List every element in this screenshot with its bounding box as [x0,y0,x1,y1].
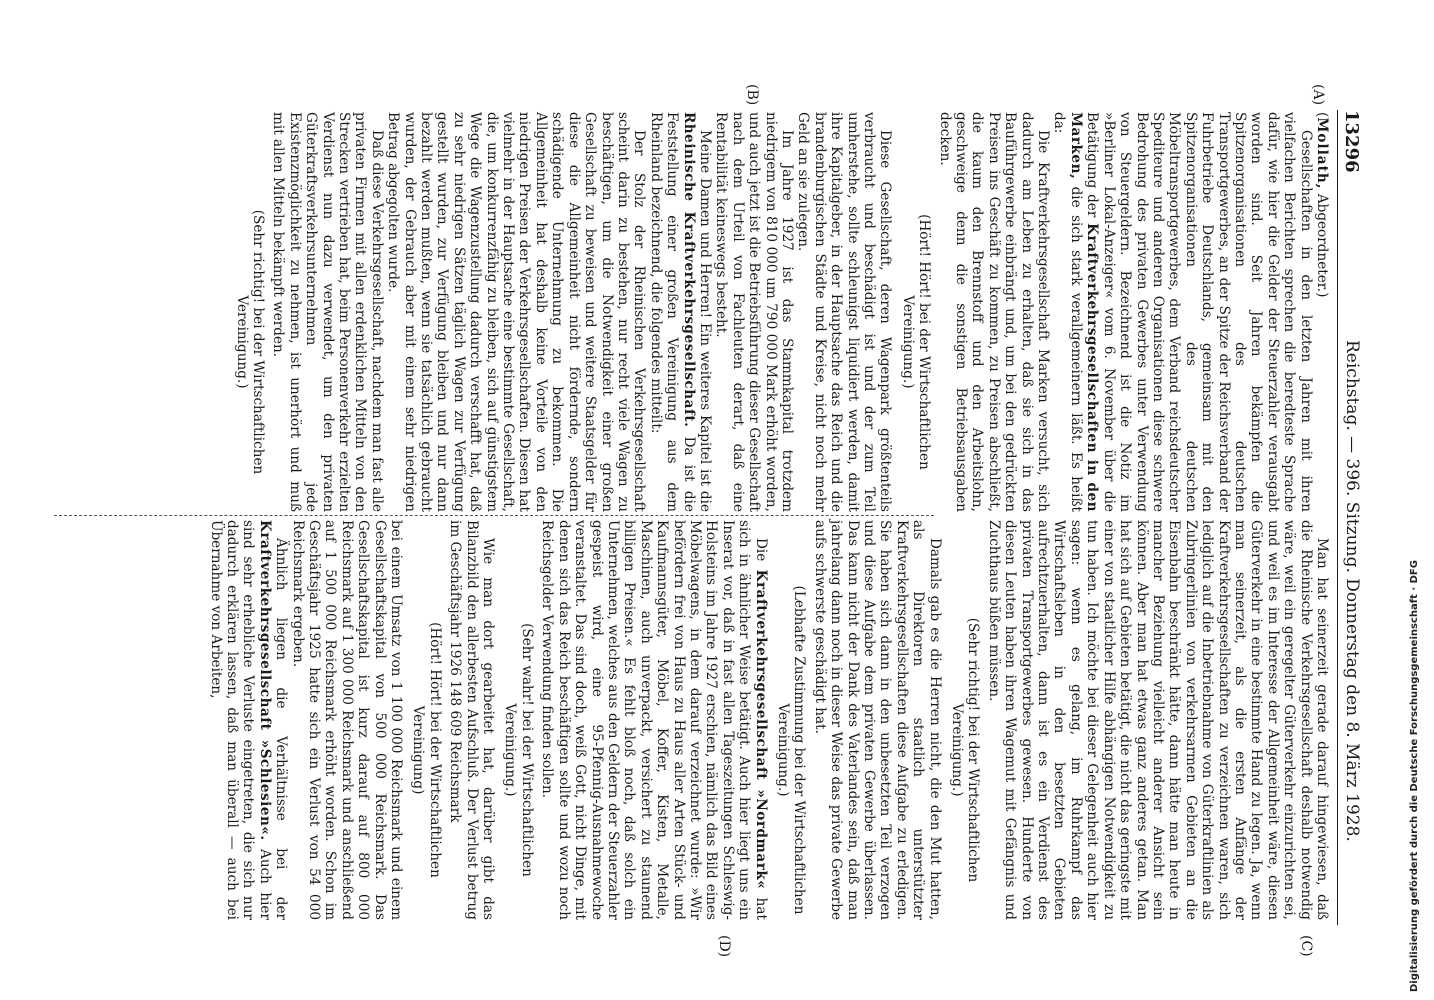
bold-term: Kraftverkehrsgesellschaft »Schlesien«. [256,520,273,841]
paragraph: Damals gab es die Herren nicht, die den Mut hatten, als Direktoren staatlich unterstützter Kraftverkehrsgesellschaften diese Aufgabe zu erledigen. Sie haben sich dann in den unbesetzten Teil verzogen und diese Aufgabe dem privaten Gewerbe überlassen. Das kann nicht der Dank des Vaterlandes sein, daß man jahrelang dann noch in dieser Weise das private Gewerbe aufs schwerste geschädigt hat. [811,520,943,920]
bold-term: Kraftverkehrsgesellschaften in den Marken, [1067,112,1101,512]
running-title: Reichstag. — 396. Sitzung. Donnerstag den 8. März 1928. [1342,340,1362,842]
quote-paragraph: Daß diese Verkehrsgesellschaft, nachdem man fast alle privaten Firmen mit allen erdenklichen Mitteln von den Strecken vertrieben hat, beim Personenverkehr erzielten Verdienst nun dazu verwendet, um den privaten Güterkraftsverkehrsunternehmen jede Existenzmöglichkeit zu nehmen, ist unerhört und muß mit allen Mitteln bekämpft werden. [270,112,385,512]
paragraph: bei einem Umsatz von 1 100 000 Reichsmark und einem Gesellschaftskapital von 500 000 Reichsmark. Das Gesellschaftskapital ist kurz darauf auf 800 000 Reichsmark auf 1 300 000 Reichsmark und anschließend auf 1 500 000 Reichsmark erhöht worden. Schon im Geschäftsjahr 1925 hatte sich ein Verlust von 54 000 Reichsmark ergeben. [289,520,405,920]
reaction: (Sehr richtig! bei der Wirtschaftlichen Vereinigung.) [949,617,982,883]
reaction: (Lebhafte Zustimmung bei der Wirtschaftlichen Vereinigung.) [775,585,808,915]
speaker-name: Mollath, [1314,117,1330,190]
left-column [227,112,1330,512]
margin-mark-c: (C) [1298,935,1314,957]
page-number: 13296 [1341,110,1362,173]
quote-paragraph: Die Kraftverkehrsgesellschaft Marken versucht, sich dadurch am Leben zu erhalten, daß sie sich in das Bauführgewerbe einbrängt und, um bei den gedrückten Preisen ins Geschäft zu kommen, zu Preisen abschließt, die kaum den Brennstoff und den Arbeitslohn, geschweige denn die sonstigen Betriebsausgaben decken. [936,112,1052,512]
reaction: (Sehr richtig! bei der Wirtschaftlichen Vereinigung.) [233,209,266,475]
quote-paragraph: Der Stolz der Rheinischen Verkehrsgesellschaft scheint darin zu bestehen, nur recht viele Wagen zu beschäftigen, um die Notwendigkeit einer großen Gesellschaft zu beweisen und weitere Staatsgelder für diese die Allgemeinheit nicht fördernde, sondern schädigende Unternehmung zu bekommen. Die Allgemeinheit hat deshalb keine Vorteile von den niedrigen Preisen der Verkehrsgesellschaften. Diesen hat vielmehr in der Hauptsache eine bestimmte Gesellschaft, die, um konkurrenzfähig zu bleiben, sich auf günstigstem Wege die Wagenzustellung dadurch verschafft hat, daß zu sehr niedrigen Sätzen täglich Wagen zur Verfügung gestellt wurden, zur Verfügung bleiben und nur dann bezahlt werden mußten, wenn sie tatsächlich gebraucht wurden, der Gebrauch aber mit einem sehr niedrigen Betrag abgegolten wurde. [385,112,648,512]
paragraph: Die Kraftverkehrsgesellschaft »Nordmark« hat sich in ähnlicher Weise betätigt. Auch hier liegt uns ein Inserat vor, daß in fast allen Tageszeitungen Schleswig-Holsteins im Jahre 1927 erschien, nämlich das Bild eines Möbelwagens, in dem darauf verzeichnet wurde: »Wir befördern frei von Haus zu Haus aller Arten Stück- und Kaufmannsgüter, Möbel, Koffer, Kisten, Metalle, Maschinen, auch unverpackt, versichert zu staunend billigen Preisen.« Es fehlt bloß noch, daß solch ein Unternehmen, welches aus den Geldern der Steuerzahler gespeist wird, eine 95-Pfennig-Ausnahmewoche veranstaltet. Das sind doch, weiß Gott, nicht Dinge, mit denen sich das Reich beschäftigen sollte und wozu noch Reichsgelder Verwendung finden sollen. [539,520,769,920]
paragraph: Gesellschaften in den letzten Jahren mit ihren vielfachen Berichten sprechen die beredteste Sprache dafür, wie hier die Gelder der Steuerzahler verausgabt worden sind. Seit Jahren bekämpfen die Spitzenorganisationen des deutschen Transportgewerbes, an der Spitze der Reichsverband der Fuhrbetriebe Deutschlands, gemeinsam mit den Spitzenorganisationen des deutschen Möbeltransportgewerbes, dem Verband reichsdeutscher Spediteure und anderen Organisationen diese schwere Bedrohung des privaten Gewerbes unter Verwendung von Steuergeldern. Bezeichnend ist die Notiz im »Berliner Lokal-Anzeiger« vom 6. November über die Betätigung der Kraftverkehrsgesellschaften in den Marken, die sich stark verallgemeinern läßt. Es heißt da: [1051,112,1314,512]
paragraph: Man hat seinerzeit gerade darauf hingewiesen, daß die Rheinische Verkehrsgesellschaft deshalb notwendig wäre, weil ein geregelter Güterverkehr einzurichten sei, und weil es im Interesse der Allgemeinheit wäre, diesen Güterverkehr in eine bestimmte Hand zu legen. Ja, wenn man seinerzeit, als die ersten Anfänge der Kraftverkehrsgesellschaften zu verzeichnen waren, sich lediglich auf die Inbetriebnahme von Güterkraftlinien als Zubringerlinien von verkehrsarmen Gebieten an die Eisenbahn beschränkt hätte, dann hätte man heute in mancher Beziehung vielleicht anderer Ansicht sein können. Aber man hat etwas ganz anderes getan. Man hat sich auf Gebieten betätigt, die nicht das geringste mit einer von staatlicher Hilfe abhängigen Notwendigkeit zu tun haben. Ich möchte bei dieser Gelegenheit auch hier sagen: wenn es gelang, im Ruhrkampf das Wirtschaftsleben in den besetzten Gebieten aufrechtzuerhalten, dann ist es ein Verdienst des privaten Transportgewerbes gewesen. Hunderte von diesen Leuten haben ihren Wagemut mit Gefängnis und Zuchthaus büßen müssen. [985,520,1330,920]
reaction: (Hört! Hört! bei der Wirtschaftlichen Vereinigung) [410,622,443,878]
margin-mark-d: (D) [716,935,732,958]
bold-term: Kraftverkehrsgesellschaft »Nordmark« [752,569,769,890]
speaker-line: (Mollath, Abgeordneter.) [1314,112,1330,298]
reaction: (Sehr wahr! bei der Wirtschaftlichen Vereinigung.) [502,623,535,877]
digitization-credit: Digitalisierung gefördert durch die Deutsche Forschungsgemeinschaft · DFG [1409,560,1420,992]
paragraph: Im Jahre 1927 ist das Stammkapital trotzdem niedrigem von 810 000 um 790 000 Mark erhöht worden, und auch jetzt ist die Betriebsführung dieser Gesellschaft nach dem Urteil von Fachleuten derart, daß eine Rentabilität keineswegs besteht. [713,112,795,512]
right-column [207,520,1330,920]
page-header [1337,110,1362,925]
reaction: (Hört! Hört! bei der Wirtschaftlichen Vereinigung.) [899,214,933,470]
quote-paragraph: Diese Gesellschaft, deren Wagenpark größtenteils verbraucht und beschädigt ist und der zum Teil umherstehe, sollte schleunigst liquidiert werden, damit ihre Kapitalgeber, in der Hauptsache das Reich und die brandenburgischen Städte und Kreise, nicht noch mehr Geld an sie zulegen. [795,112,894,512]
column-divider [54,515,934,516]
bold-term: Rheinische Kraftverkehrsgesellschaft. [680,112,697,428]
paragraph: Meine Damen und Herren! Ein weiteres Kapitel ist die Rheinische Kraftverkehrsgesellschaft. Da ist die Feststellung einer großen Vereinigung aus dem Rheinland bezeichnend, die folgendes mitteilt: [647,112,713,512]
paragraph: Ähnlich liegen die Verhältnisse bei der Kraftverkehrsgesellschaft »Schlesien«. Auch hier sind sehr erhebliche Verluste eingetreten, die sich nur dadurch erklären lassen, daß man überall — auch bei Übernahme von Arbeiten, [207,520,290,920]
margin-mark-b: (B) [744,84,760,106]
paragraph: Wie man dort gearbeitet hat, darüber gibt das Bilanzbild den allerbesten Aufschluß. Der Verlust betrug im Geschäftsjahr 1926 148 609 Reichsmark [447,520,497,920]
speaker-role: Abgeordneter.) [1314,193,1330,298]
margin-mark-a: (A) [1310,84,1326,106]
